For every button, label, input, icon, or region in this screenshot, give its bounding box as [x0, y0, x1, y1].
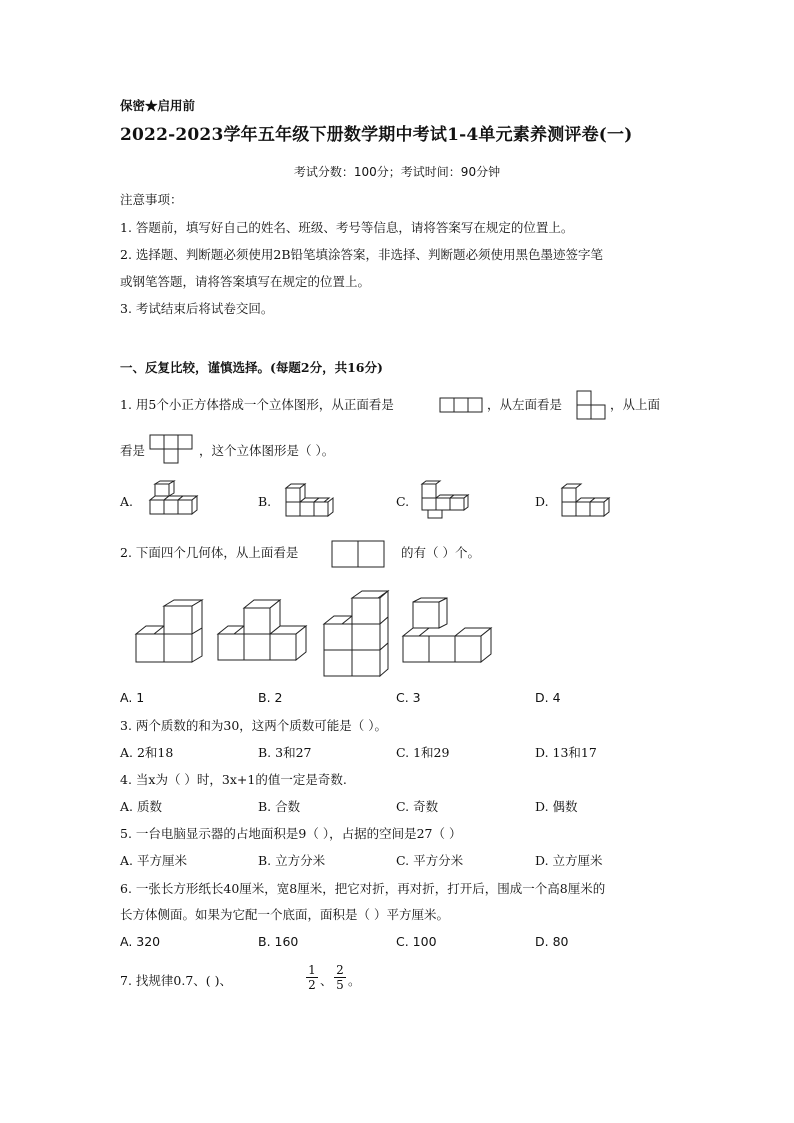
q6-option-a[interactable]: A. 320: [120, 934, 161, 949]
q2-option-d[interactable]: D. 4: [535, 690, 561, 705]
q6-stem-line-1: 6. 一张长方形纸长40厘米，宽8厘米，把它对折，再对折，打开后，围成一个高8厘米的: [120, 881, 606, 896]
q1-option-a-figure[interactable]: [144, 480, 204, 518]
q1-front-view-figure: [439, 392, 485, 414]
q5-stem: 5. 一台电脑显示器的占地面积是9（ ），占据的空间是27（ ）: [120, 826, 462, 841]
q1-option-b-figure[interactable]: [282, 480, 342, 518]
q6-option-d[interactable]: D. 80: [535, 934, 569, 949]
q7-fraction-2: [334, 964, 346, 991]
q4-option-d[interactable]: D. 偶数: [535, 799, 578, 814]
q7-fraction-1: [306, 964, 318, 991]
secrecy-label: 保密★启用前: [120, 98, 196, 113]
note-item-2-line-2: 或钢笔答题，请将答案填写在规定的位置上。: [120, 274, 371, 289]
q5-option-b[interactable]: B. 立方分米: [258, 853, 326, 868]
q4-stem: 4. 当x为（ ）时，3x+1的值一定是奇数.: [120, 772, 347, 787]
q1-text-part-1: 1. 用5个小正方体搭成一个立体图形，从正面看是: [120, 397, 394, 412]
q2-solid-3: [322, 590, 394, 678]
q2-solid-4: [401, 598, 497, 664]
q7-end: 。: [348, 973, 361, 988]
notes-heading: 注意事项：: [120, 192, 183, 207]
note-item-2-line-1: 2. 选择题、判断题必须使用2B铅笔填涂答案，非选择、判断题必须使用黑色墨迹签字笔: [120, 247, 604, 262]
q3-stem: 3. 两个质数的和为30，这两个质数可能是（ ）。: [120, 718, 388, 733]
exam-meta: 考试分数：100分；考试时间：90分钟: [293, 165, 501, 179]
q3-option-d[interactable]: D. 13和17: [535, 745, 597, 760]
q2-text-part-1: 2. 下面四个几何体，从上面看是: [120, 545, 299, 560]
exam-title: 2022-2023学年五年级下册数学期中考试1-4单元素养测评卷(一): [120, 125, 633, 145]
q2-top-view-figure: [331, 540, 387, 570]
q1-left-view-figure: [576, 390, 608, 420]
q1-option-a-label[interactable]: A.: [120, 494, 134, 509]
section-1-heading: 一、反复比较，谨慎选择。(每题2分，共16分): [120, 360, 383, 375]
q6-stem-line-2: 长方体侧面。如果为它配一个底面，面积是（ ）平方厘米。: [120, 907, 449, 922]
q2-solid-1: [134, 600, 210, 664]
q1-option-b-label[interactable]: B.: [258, 494, 272, 509]
note-item-1: 1. 答题前，填写好自己的姓名、班级、考号等信息，请将答案写在规定的位置上。: [120, 220, 574, 235]
q1-option-d-figure[interactable]: [558, 480, 620, 520]
q6-option-c[interactable]: C. 100: [396, 934, 437, 949]
q2-option-c[interactable]: C. 3: [396, 690, 421, 705]
q1-option-d-label[interactable]: D.: [535, 494, 549, 509]
q3-option-c[interactable]: C. 1和29: [396, 745, 450, 760]
q1-option-c-figure[interactable]: [418, 480, 478, 520]
q2-solid-2: [216, 600, 312, 664]
q1-option-c-label[interactable]: C.: [396, 494, 410, 509]
q7-fraction-1-denominator: 2: [308, 978, 316, 992]
q3-option-a[interactable]: A. 2和18: [120, 745, 174, 760]
q4-option-b[interactable]: B. 合数: [258, 799, 301, 814]
q1-text-part-4: 看是: [120, 443, 146, 458]
q5-option-a[interactable]: A. 平方厘米: [120, 853, 187, 868]
q2-option-a[interactable]: A. 1: [120, 690, 145, 705]
q4-option-a[interactable]: A. 质数: [120, 799, 162, 814]
q2-text-part-2: 的有（ ）个。: [401, 545, 480, 560]
q1-text-part-2: ，从左面看是: [487, 397, 563, 412]
q5-option-d[interactable]: D. 立方厘米: [535, 853, 603, 868]
q2-option-b[interactable]: B. 2: [258, 690, 283, 705]
q6-option-b[interactable]: B. 160: [258, 934, 299, 949]
q4-option-c[interactable]: C. 奇数: [396, 799, 439, 814]
q1-text-part-5: ，这个立体图形是（ ）。: [199, 443, 335, 458]
q7-fraction-1-numerator: 1: [308, 963, 316, 977]
q3-option-b[interactable]: B. 3和27: [258, 745, 312, 760]
q7-stem: 7. 找规律0.7、( )、: [120, 973, 233, 988]
q1-top-view-figure: [149, 434, 195, 464]
note-item-3: 3. 考试结束后将试卷交回。: [120, 301, 274, 316]
q7-fraction-2-denominator: 5: [336, 978, 344, 992]
q5-option-c[interactable]: C. 平方分米: [396, 853, 464, 868]
q1-text-part-3: ，从上面: [610, 397, 661, 412]
q7-separator: 、: [320, 973, 333, 988]
q7-fraction-2-numerator: 2: [336, 963, 344, 977]
